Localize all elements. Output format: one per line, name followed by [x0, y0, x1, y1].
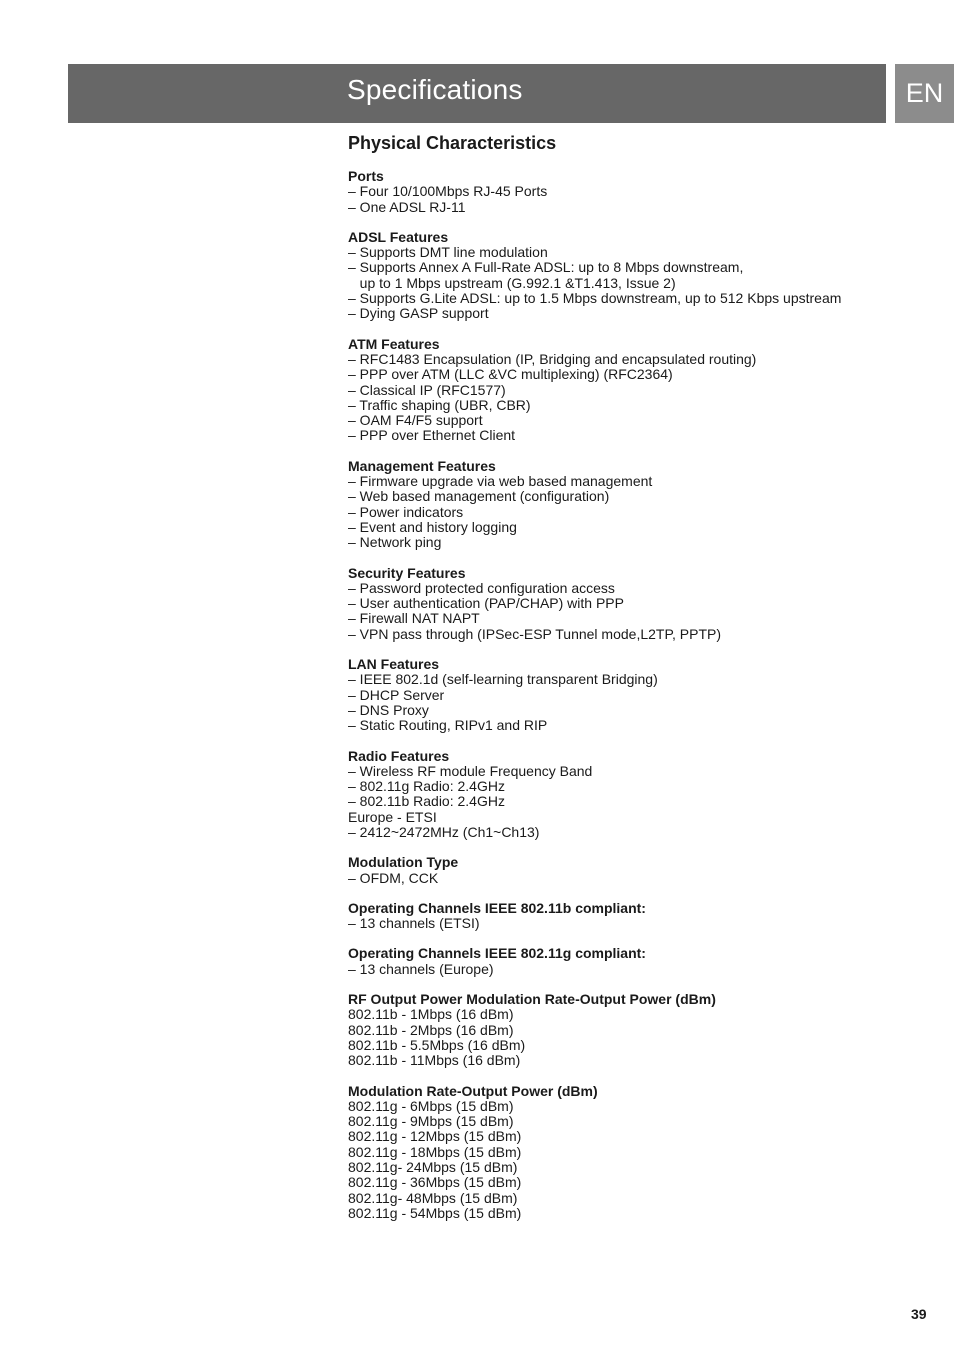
spec-list-item: 802.11b - 2Mbps (16 dBm) — [348, 1021, 514, 1038]
spec-list-item: – One ADSL RJ-11 — [348, 198, 466, 215]
spec-group-heading: Operating Channels IEEE 802.11b compliant: — [348, 899, 646, 916]
spec-group — [348, 566, 908, 642]
spec-group — [348, 657, 908, 733]
spec-list — [348, 245, 908, 321]
spec-group-heading: Operating Channels IEEE 802.11g compliant: — [348, 945, 646, 962]
spec-list-item: – User authentication (PAP/CHAP) with PPP — [348, 595, 624, 612]
spec-group-heading: Ports — [348, 168, 384, 184]
spec-list-item: 802.11g- 24Mbps (15 dBm) — [348, 1159, 518, 1176]
spec-list-item: – 2412~2472MHz (Ch1~Ch13) — [348, 823, 540, 840]
spec-list — [348, 352, 908, 444]
spec-list-item: – PPP over Ethernet Client — [348, 427, 516, 444]
spec-list — [348, 1007, 908, 1068]
spec-group — [348, 230, 908, 322]
spec-list-item: 802.11b - 5.5Mbps (16 dBm) — [348, 1036, 526, 1053]
spec-list-item: – OFDM, CCK — [348, 869, 439, 886]
spec-group-heading: LAN Features — [348, 656, 440, 673]
spec-list-item: – Firmware upgrade via web based management — [348, 473, 653, 490]
spec-list-item: – DNS Proxy — [348, 701, 429, 718]
spec-group-heading: Radio Features — [348, 747, 450, 764]
language-tab: EN — [895, 64, 954, 123]
page-title: Specifications — [347, 74, 523, 105]
spec-group-heading: Security Features — [348, 564, 466, 581]
spec-list-item: – Password protected configuration access — [348, 579, 615, 596]
spec-list — [348, 1099, 908, 1221]
spec-list-item: 802.11g - 6Mbps (15 dBm) — [348, 1097, 514, 1114]
spec-group-heading: Management Features — [348, 457, 496, 474]
spec-groups — [348, 169, 908, 1221]
header-banner — [68, 64, 886, 123]
spec-list-item: 802.11g - 12Mbps (15 dBm) — [348, 1128, 522, 1145]
spec-list-item: 802.11g - 18Mbps (15 dBm) — [348, 1143, 522, 1160]
spec-list — [348, 581, 908, 642]
spec-group — [348, 749, 908, 841]
spec-list-item: – 802.11b Radio: 2.4GHz — [348, 793, 505, 810]
spec-list — [348, 871, 908, 886]
spec-list-item: – Firewall NAT NAPT — [348, 610, 480, 627]
spec-list-item: 802.11g - 36Mbps (15 dBm) — [348, 1174, 522, 1191]
spec-list-item: – 802.11g Radio: 2.4GHz — [348, 778, 505, 795]
spec-list-item: – IEEE 802.1d (self-learning transparent Bridging) — [348, 671, 658, 688]
spec-group-heading: ATM Features — [348, 335, 440, 352]
spec-list-item: – Power indicators — [348, 503, 464, 520]
specifications-content — [348, 132, 908, 1236]
spec-list-item: – OAM F4/F5 support — [348, 412, 483, 429]
spec-list-item: – 13 channels (ETSI) — [348, 915, 480, 932]
spec-group — [348, 946, 908, 977]
spec-list — [348, 916, 908, 931]
spec-list — [348, 474, 908, 550]
spec-group — [348, 169, 908, 215]
spec-list-item: – Traffic shaping (UBR, CBR) — [348, 396, 531, 413]
spec-list-item: 802.11g - 9Mbps (15 dBm) — [348, 1113, 514, 1130]
spec-list-item: – Web based management (configuration) — [348, 488, 610, 505]
spec-list — [348, 764, 908, 840]
spec-list-item: – 13 channels (Europe) — [348, 960, 494, 977]
spec-list-item: – Network ping — [348, 534, 442, 551]
spec-list-item: up to 1 Mbps upstream (G.992.1 &T1.413, Issue 2) — [348, 274, 676, 291]
spec-list-item: Europe - ETSI — [348, 808, 437, 825]
spec-list-item: – Event and history logging — [348, 518, 517, 535]
spec-list-item: 802.11g- 48Mbps (15 dBm) — [348, 1189, 518, 1206]
spec-list-item: – Supports DMT line modulation — [348, 244, 548, 261]
spec-list-item: – Static Routing, RIPv1 and RIP — [348, 717, 548, 734]
spec-group — [348, 459, 908, 551]
spec-group — [348, 992, 908, 1068]
spec-list-item: – Four 10/100Mbps RJ-45 Ports — [348, 183, 548, 200]
spec-list-item: 802.11g - 54Mbps (15 dBm) — [348, 1204, 522, 1221]
spec-group-heading: Modulation Type — [348, 854, 459, 871]
spec-list-item: – Classical IP (RFC1577) — [348, 381, 506, 398]
spec-list-item: – Wireless RF module Frequency Band — [348, 762, 593, 779]
spec-list — [348, 962, 908, 977]
spec-list-item: – PPP over ATM (LLC &VC multiplexing) (RFC2364) — [348, 366, 673, 383]
spec-list-item: – Dying GASP support — [348, 305, 489, 322]
spec-group — [348, 901, 908, 932]
spec-list-item: – RFC1483 Encapsulation (IP, Bridging and encapsulated routing) — [348, 350, 757, 367]
spec-group — [348, 855, 908, 886]
spec-list-item: – Supports Annex A Full-Rate ADSL: up to 8 Mbps downstream, — [348, 259, 744, 276]
spec-list-item: 802.11b - 1Mbps (16 dBm) — [348, 1006, 514, 1023]
section-title: Physical Characteristics — [348, 133, 557, 153]
spec-group-heading: Modulation Rate-Output Power (dBm) — [348, 1082, 598, 1099]
spec-list — [348, 672, 908, 733]
spec-group — [348, 337, 908, 444]
spec-group-heading: ADSL Features — [348, 228, 449, 245]
spec-list-item: – Supports G.Lite ADSL: up to 1.5 Mbps downstream, up to 512 Kbps upstream — [348, 290, 842, 307]
spec-group-heading: RF Output Power Modulation Rate-Output Power (dBm) — [348, 991, 716, 1008]
spec-list — [348, 184, 908, 215]
spec-list-item: – VPN pass through (IPSec-ESP Tunnel mode,L2TP, PPTP) — [348, 625, 722, 642]
spec-group — [348, 1084, 908, 1222]
spec-list-item: 802.11b - 11Mbps (16 dBm) — [348, 1052, 521, 1069]
page-number: 39 — [911, 1306, 927, 1322]
spec-list-item: – DHCP Server — [348, 686, 445, 703]
